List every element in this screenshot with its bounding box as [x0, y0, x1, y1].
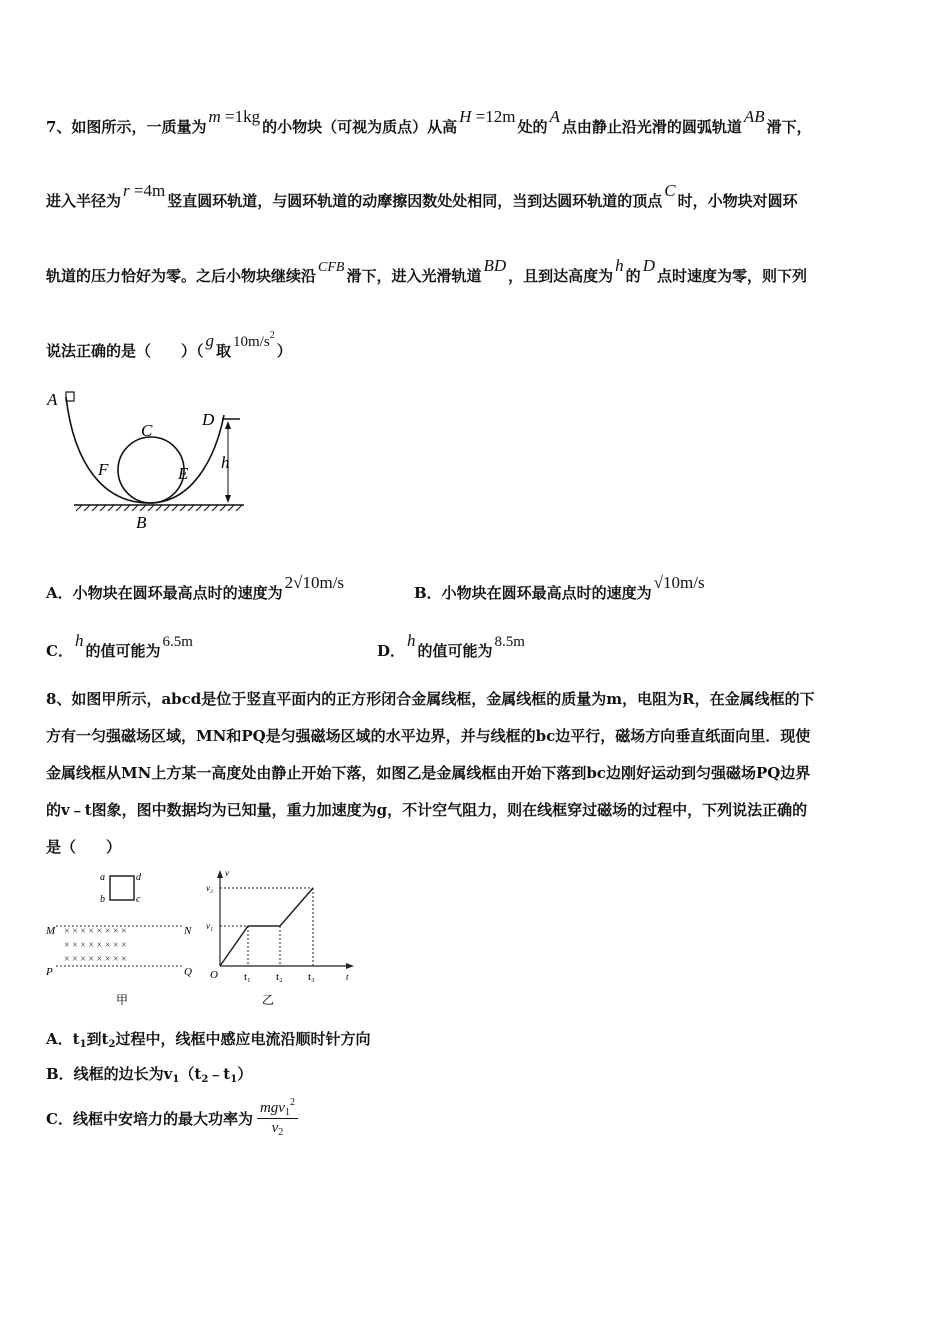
option-text: C．线框中安培力的最大功率为: [46, 1110, 253, 1128]
q7-text: 取: [216, 342, 232, 360]
q7-text: 7、如图所示，一质量为: [46, 118, 207, 136]
q7-text: 点时速度为零，则下列: [656, 267, 807, 285]
subscript: 2: [201, 1074, 209, 1085]
loop-circle: [118, 437, 184, 503]
v-axis-arrow: [217, 870, 223, 878]
fraction-numerator: [257, 1097, 298, 1119]
q7-text: 的小物块（可视为质点）从高: [262, 118, 458, 136]
option-label: C．: [46, 642, 73, 660]
label-F: F: [98, 460, 109, 479]
label-b: b: [100, 894, 105, 905]
q8-option-c: [46, 1097, 298, 1138]
q8-option-a: [46, 1028, 370, 1049]
q7-option-d: [377, 631, 527, 661]
math-g-value: 10m/s: [233, 334, 270, 350]
label-A: A: [47, 390, 58, 409]
math-H: H: [459, 107, 472, 126]
q8-line-5: 是（ ）: [46, 838, 122, 856]
q8-line-3: 金属线框从MN上方某一高度处由静止开始下落，如图乙是金属线框由开始下落到bc边刚好运动到匀强磁场PQ边界: [46, 764, 811, 782]
label-P: P: [46, 966, 53, 978]
q7-text: 说法正确的是（ ）（: [46, 342, 204, 360]
q7-text: 竖直圆环轨道，与圆环轨道的动摩擦因数处处相同，当到达圆环轨道的顶点: [167, 192, 663, 210]
math-g-exponent: 2: [269, 330, 275, 341]
caption-jia: 甲: [116, 993, 129, 1007]
q7-text: 滑下，: [766, 118, 812, 136]
arrow-down: [225, 495, 231, 503]
block: [66, 392, 74, 401]
fraction: [257, 1097, 298, 1138]
math-m: m: [208, 107, 221, 126]
q7-option-b: [414, 573, 707, 603]
q7-text: 点由静止沿光滑的圆弧轨道: [561, 118, 742, 136]
label-a: a: [100, 872, 105, 883]
svg-text:× × × × × × × ×: × × × × × × × ×: [64, 926, 127, 937]
fraction-denominator: [257, 1119, 298, 1137]
vt-graph: [220, 888, 313, 966]
superscript: 2: [289, 1097, 295, 1108]
svg-text:× × × × × × × ×: × × × × × × × ×: [64, 954, 127, 965]
q7-figure: [44, 385, 254, 535]
q7-text: ，且到达高度为: [508, 267, 614, 285]
q8-figure-yi: [200, 866, 360, 1016]
numerator-text: mgv: [259, 1100, 285, 1116]
math-H-value: =12m: [471, 107, 516, 126]
label-D: D: [202, 410, 215, 429]
label-B: B: [136, 513, 147, 532]
subscript: 1: [172, 1074, 180, 1085]
math-D: D: [642, 256, 655, 275]
label-t: t: [346, 972, 349, 982]
label-E: E: [178, 464, 189, 483]
subscript: 1: [284, 1107, 290, 1118]
option-value: 6.5m: [162, 634, 193, 650]
option-text: （t: [179, 1065, 202, 1083]
q8-line-1: 8、如图甲所示，abcd是位于竖直平面内的正方形闭合金属线框，金属线框的质量为m，电阻为R，在金属线框的下: [46, 690, 815, 708]
option-text: B．线框的边长为v: [46, 1065, 173, 1083]
label-t2: t₂: [276, 971, 283, 983]
option-value: 8.5m: [494, 634, 525, 650]
math-m-value: =1kg: [220, 107, 261, 126]
q7-text: 时，小物块对圆环: [677, 192, 798, 210]
math-h: h: [74, 631, 84, 650]
option-text: 过程中，线框中感应电流沿顺时针方向: [115, 1030, 371, 1048]
option-value: 2√10m/s: [284, 573, 345, 592]
q7-text: ）: [276, 342, 292, 360]
q8-line-2: 方有一匀强磁场区域，MN和PQ是匀强磁场区域的水平边界，并与线框的bc边平行，磁场方向垂直纸面向里．现使: [46, 727, 811, 745]
label-v1: v₁: [206, 921, 214, 931]
option-label: D．: [377, 642, 406, 660]
caption-yi: 乙: [262, 993, 275, 1007]
q8-option-b: [46, 1063, 252, 1084]
option-value: √10m/s: [653, 573, 705, 592]
label-N: N: [184, 925, 192, 937]
ground-hatch: [76, 505, 242, 511]
q7-option-a: [46, 573, 346, 603]
label-t1: t₁: [244, 971, 251, 983]
t-axis-arrow: [346, 963, 354, 969]
q7-text: 进入半径为: [46, 192, 122, 210]
label-h: h: [221, 453, 230, 472]
q7-text: 的: [625, 267, 641, 285]
q8-line-4: 的v﹣t图象，图中数据均为已知量，重力加速度为g，不计空气阻力，则在线框穿过磁场的过程中，下列说法正确的: [46, 801, 808, 819]
label-c: c: [136, 894, 141, 905]
track-curve: [66, 397, 224, 503]
label-O: O: [210, 969, 218, 981]
math-g: g: [205, 331, 215, 350]
option-text: 到t: [86, 1030, 109, 1048]
label-M: M: [46, 925, 56, 937]
subscript: 1: [79, 1039, 87, 1050]
square-frame: [110, 876, 134, 900]
q7-line-1: [46, 107, 812, 137]
label-d: d: [136, 872, 141, 883]
svg-text:× × × × × × × ×: × × × × × × × ×: [64, 940, 127, 951]
q7-line-2: [46, 181, 798, 211]
subscript: 2: [108, 1039, 116, 1050]
q7-option-c: [46, 631, 195, 661]
option-text: ）: [237, 1065, 253, 1083]
math-h: h: [407, 631, 416, 650]
math-h: h: [615, 256, 624, 275]
arrow-up: [225, 421, 231, 429]
denominator-text: v: [271, 1120, 279, 1136]
math-r: r: [123, 181, 130, 200]
option-text: A．小物块在圆环最高点时的速度为: [46, 584, 283, 602]
option-text: A．t: [46, 1030, 80, 1048]
label-t3: t₃: [308, 971, 315, 983]
label-C: C: [141, 421, 153, 440]
math-CFB: CFB: [318, 260, 345, 275]
option-text: 的值可能为: [85, 642, 161, 660]
q7-line-4: [46, 330, 292, 361]
field-crosses: [64, 926, 127, 965]
math-r-value: =4m: [129, 181, 166, 200]
subscript: 1: [230, 1074, 238, 1085]
math-C: C: [664, 181, 676, 200]
label-v: v: [225, 868, 229, 878]
option-text: ﹣t: [208, 1065, 231, 1083]
option-text: B．小物块在圆环最高点时的速度为: [414, 584, 652, 602]
q8-figure-jia: [44, 866, 204, 1016]
math-AB: AB: [743, 107, 765, 126]
q7-text: 处的: [517, 118, 548, 136]
q7-text: 轨道的压力恰好为零。之后小物块继续沿: [46, 267, 317, 285]
q7-line-3: [46, 256, 807, 286]
option-text: 的值可能为: [417, 642, 493, 660]
label-v2: v₂: [206, 883, 214, 893]
label-Q: Q: [184, 966, 192, 978]
math-BD: BD: [483, 256, 507, 275]
subscript: 2: [278, 1127, 284, 1138]
q7-text: 滑下，进入光滑轨道: [346, 267, 482, 285]
math-A: A: [549, 107, 560, 126]
